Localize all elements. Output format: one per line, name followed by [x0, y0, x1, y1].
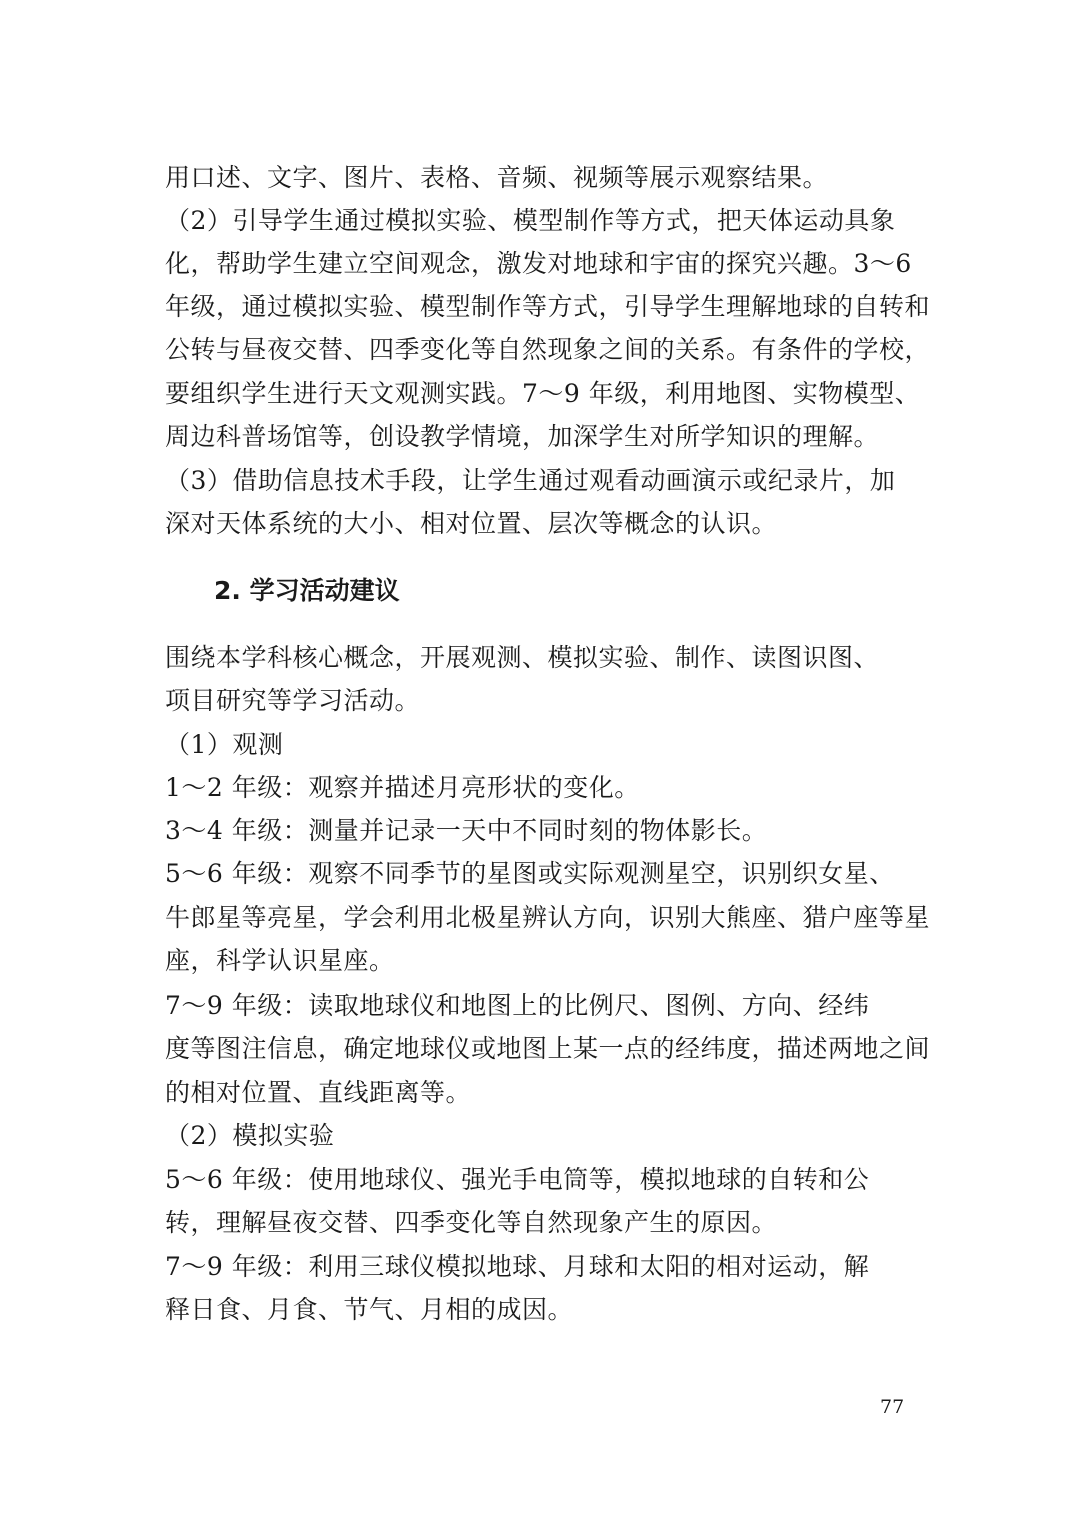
- text-line: 3～4 年级：测量并记录一天中不同时刻的物体影长。: [165, 816, 768, 845]
- text-line: 5～6 年级：使用地球仪、强光手电筒等，模拟地球的自转和公: [165, 1165, 870, 1194]
- section-heading: 2. 学习活动建议: [214, 576, 400, 605]
- text-line: 牛郎星等亮星，学会利用北极星辨认方向，识别大熊座、猎户座等星: [165, 903, 931, 932]
- text-line: 7～9 年级：利用三球仪模拟地球、月球和太阳的相对运动，解: [165, 1252, 870, 1281]
- text-line: 座，科学认识星座。: [165, 946, 395, 975]
- text-line: （3）借助信息技术手段，让学生通过观看动画演示或纪录片，加: [165, 466, 896, 495]
- page-number: 77: [880, 1396, 905, 1418]
- text-line: 度等图注信息，确定地球仪或地图上某一点的经纬度，描述两地之间: [165, 1034, 931, 1063]
- text-line: 项目研究等学习活动。: [165, 686, 421, 715]
- text-line: （1）观测: [165, 730, 284, 759]
- text-line: 的相对位置、直线距离等。: [165, 1078, 472, 1107]
- text-line: 化，帮助学生建立空间观念，激发对地球和宇宙的探究兴趣。3～6: [165, 249, 912, 278]
- text-line: 7～9 年级：读取地球仪和地图上的比例尺、图例、方向、经纬: [165, 991, 870, 1020]
- text-line: （2）模拟实验: [165, 1121, 335, 1150]
- text-line: 5～6 年级：观察不同季节的星图或实际观测星空，识别织女星、: [165, 859, 895, 888]
- text-line: 释日食、月食、节气、月相的成因。: [165, 1295, 574, 1324]
- text-line: 转，理解昼夜交替、四季变化等自然现象产生的原因。: [165, 1208, 778, 1237]
- text-line: 年级，通过模拟实验、模型制作等方式，引导学生理解地球的自转和: [165, 292, 931, 321]
- text-line: 围绕本学科核心概念，开展观测、模拟实验、制作、读图识图、: [165, 643, 880, 672]
- text-line: 公转与昼夜交替、四季变化等自然现象之间的关系。有条件的学校，: [165, 335, 931, 364]
- text-line: 周边科普场馆等，创设教学情境，加深学生对所学知识的理解。: [165, 422, 880, 451]
- text-line: 1～2 年级：观察并描述月亮形状的变化。: [165, 773, 640, 802]
- text-line: （2）引导学生通过模拟实验、模型制作等方式，把天体运动具象: [165, 206, 896, 235]
- text-line: 用口述、文字、图片、表格、音频、视频等展示观察结果。: [165, 163, 829, 192]
- text-line: 要组织学生进行天文观测实践。7～9 年级，利用地图、实物模型、: [165, 379, 921, 408]
- text-line: 深对天体系统的大小、相对位置、层次等概念的认识。: [165, 509, 778, 538]
